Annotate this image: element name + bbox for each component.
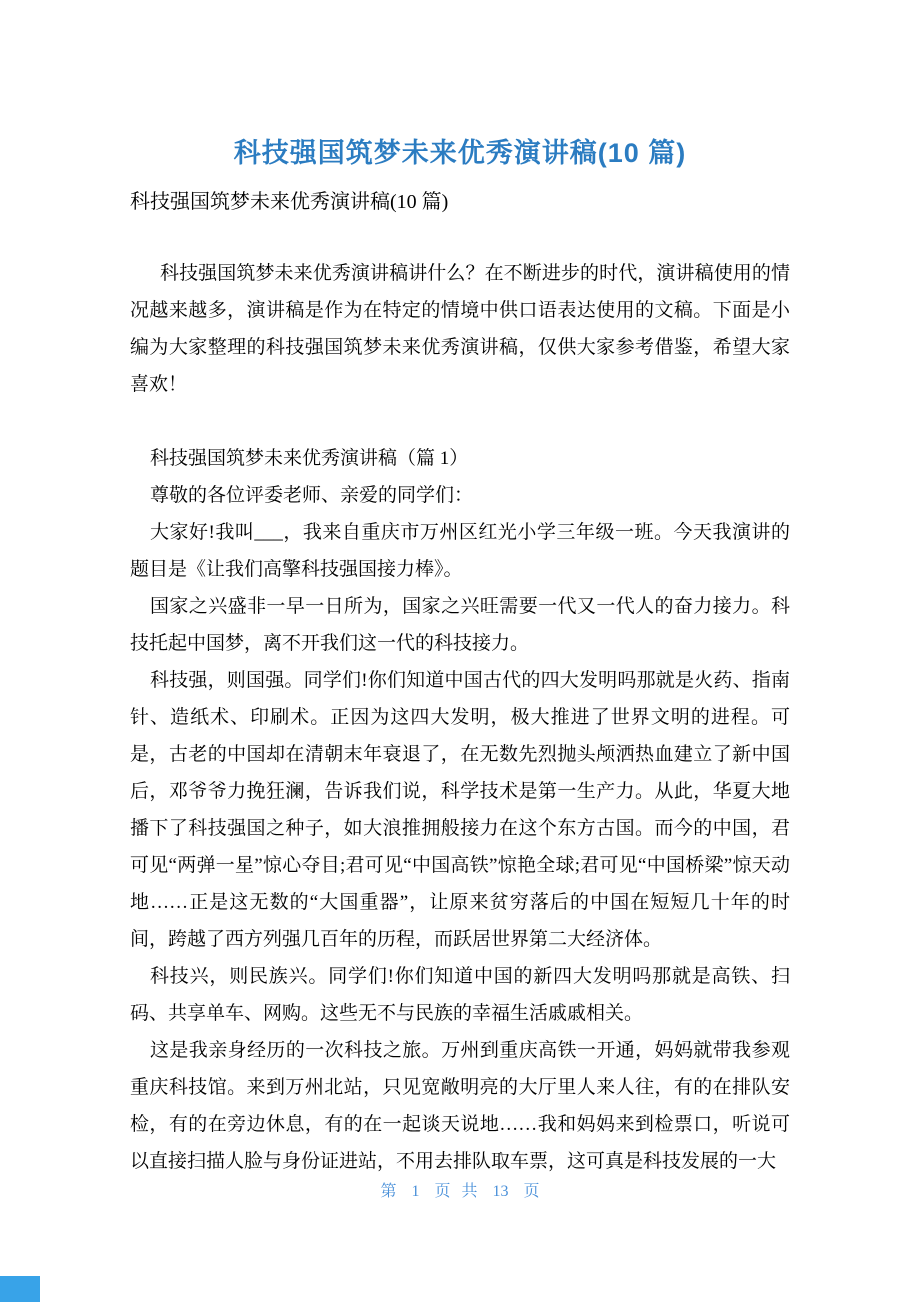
footer-current-page: 1 <box>411 1183 420 1200</box>
footer-label-di: 第 <box>380 1183 397 1200</box>
footer-label-ye1: 页 <box>434 1183 451 1200</box>
page-number-footer <box>0 1182 920 1202</box>
corner-blue-button[interactable] <box>0 1276 40 1302</box>
paragraph: 科技强，则国强。同学们!你们知道中国古代的四大发明吗那就是火药、指南针、造纸术、印刷术。正因为这四大发明，极大推进了世界文明的进程。可是，古老的中国却在清朝末年衰退了，在无数先烈抛头颅洒热血建立了新中国后，邓爷爷力挽狂澜，告诉我们说，科学技术是第一生产力。从此，华夏大地播下了科技强国之种子，如大浪推拥般接力在这个东方古国。而今的中国，君可见“两弹一星”惊心夺目;君可见“中国高铁”惊艳全球;君可见“中国桥梁”惊天动地……正是这无数的“大国重器”，让原来贫穷落后的中国在短短几十年的时间，跨越了西方列强几百年的历程，而跃居世界第二大经济体。 <box>130 670 790 950</box>
document-subtitle: 科技强国筑梦未来优秀演讲稿(10 篇) <box>130 191 449 213</box>
paragraph: 这是我亲身经历的一次科技之旅。万州到重庆高铁一开通，妈妈就带我参观重庆科技馆。来到万州北站，只见宽敞明亮的大厅里人来人往，有的在排队安检，有的在旁边休息，有的在一起谈天说地……我和妈妈来到检票口，听说可以直接扫描人脸与身份证进站，不用去排队取车票，这可真是科技发展的一大 <box>130 1040 790 1172</box>
paragraph: 科技兴，则民族兴。同学们!你们知道中国的新四大发明吗那就是高铁、扫码、共享单车、网购。这些无不与民族的幸福生活戚戚相关。 <box>130 966 790 1024</box>
paragraph-section-heading: 科技强国筑梦未来优秀演讲稿（篇 1） <box>150 448 469 469</box>
paragraph: 国家之兴盛非一早一日所为，国家之兴旺需要一代又一代人的奋力接力。科技托起中国梦，离不开我们这一代的科技接力。 <box>130 596 790 654</box>
page-title: 科技强国筑梦未来优秀演讲稿(10 篇) <box>233 138 687 168</box>
footer-total-pages: 13 <box>492 1183 509 1200</box>
footer-label-ye2: 页 <box>523 1183 540 1200</box>
paragraph-salutation: 尊敬的各位评委老师、亲爱的同学们： <box>150 485 474 506</box>
paragraph: 大家好!我叫___，我来自重庆市万州区红光小学三年级一班。今天我演讲的题目是《让我们高擎科技强国接力棒》。 <box>130 522 790 580</box>
document-body <box>130 255 790 1180</box>
footer-label-gong: 共 <box>461 1183 478 1200</box>
paragraph-intro: 科技强国筑梦未来优秀演讲稿讲什么？在不断进步的时代，演讲稿使用的情况越来越多，演讲稿是作为在特定的情境中供口语表达使用的文稿。下面是小编为大家整理的科技强国筑梦未来优秀演讲稿，仅供大家参考借鉴，希望大家喜欢！ <box>130 263 790 395</box>
